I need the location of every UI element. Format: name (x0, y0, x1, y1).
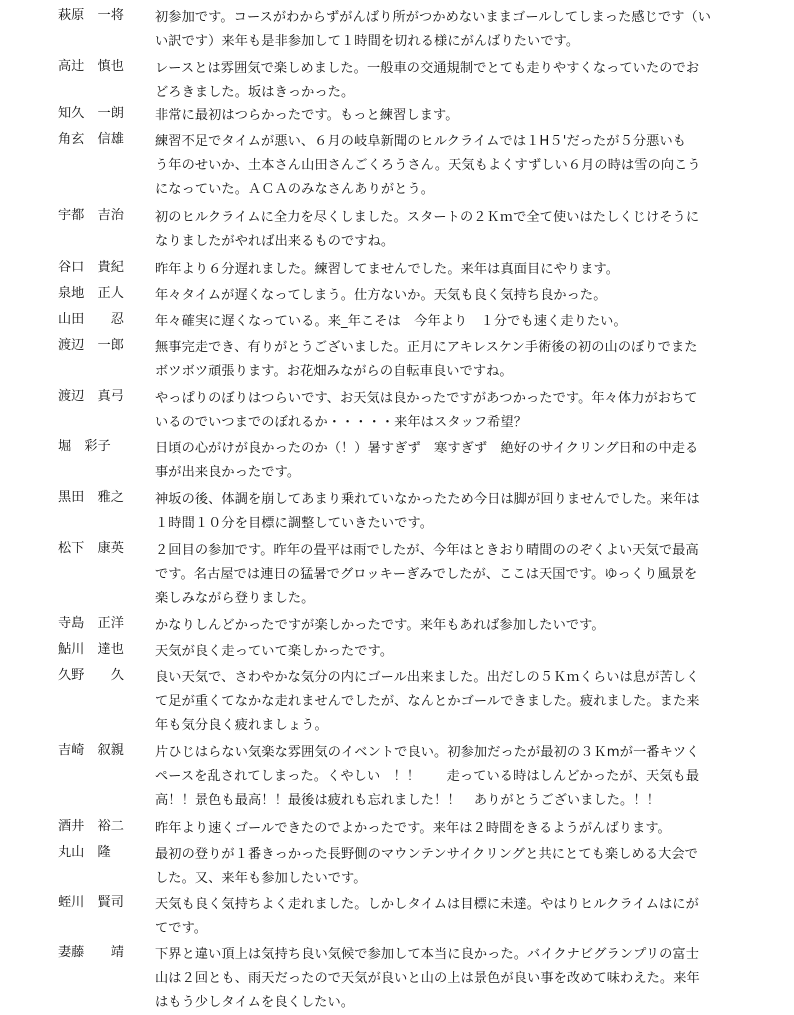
participant-name: 渡辺 一郎 (58, 338, 124, 353)
participant-comment (155, 6, 769, 54)
participant-comment (155, 284, 769, 308)
participant-name: 寺島 正洋 (58, 616, 124, 631)
participant-name: 宇都 吉治 (58, 208, 124, 223)
comment-line: になっていた。ＡＣＡのみなさんありがとう。 (155, 182, 435, 197)
comment-line: どろきました。坂はきっかった。 (155, 85, 355, 100)
participant-comment (155, 258, 769, 282)
comment-line: 日頃の心がけが良かったのか（！）暑すぎず 寒すぎず 絶好のサイクリング日和の中走る (155, 441, 699, 456)
comment-line: てです。 (155, 921, 208, 936)
comment-line: 昨年より６分遅れました。練習してませんでした。来年は真面目にやります。 (155, 262, 620, 277)
participant-comment (155, 387, 769, 435)
comment-line: 非常に最初はつらかったです。もっと練習します。 (155, 108, 459, 123)
comment-line: 神坂の後、体調を崩してあまり乗れていなかったため今日は脚が回りませんでした。来年は (155, 492, 700, 507)
comment-line: ２回目の参加です。昨年の畳平は雨でしたが、今年はときおり晴間ののぞくよい天気で最高 (155, 543, 699, 558)
participant-name: 吉崎 叙親 (58, 743, 124, 758)
participant-name: 谷口 貴紀 (58, 260, 124, 275)
participant-comment (155, 57, 769, 105)
comment-line: う年のせいか、土本さん山田さんごくろうさん。天気もよくすずしい６月の時は雪の向こう (155, 158, 701, 173)
participant-comment (155, 336, 769, 384)
comment-line: です。名古屋では連日の猛暑でグロッキーぎみでしたが、ここは天国です。ゆっくり風景を (155, 567, 698, 582)
comment-line: 片ひじはらない気楽な雰囲気のイベントで良い。初参加だったが最初の３Ｋmが一番キツく (155, 745, 700, 760)
participant-comment (155, 741, 769, 813)
comment-line: ボツボツ頑張ります。お花畑みながらの自転車良いですね。 (155, 364, 513, 379)
comment-line: 山は２回とも、雨天だったので天気が良いと山の上は景色が良い事を改めて味わえた。来年 (155, 971, 700, 986)
participant-name: 堀 彩子 (58, 439, 111, 454)
comment-line: した。又、来年も参加したいです。 (155, 871, 367, 886)
participant-comment (155, 666, 769, 738)
participant-name: 酒井 裕二 (58, 819, 124, 834)
participant-comment (155, 817, 769, 841)
comment-line: 年々タイムが遅くなってしまう。仕方ないか。天気も良く気持ち良かった。 (155, 288, 607, 303)
participant-name: 角玄 信雄 (58, 132, 124, 147)
comment-line: 天気も良く気持ちよく走れました。しかしタイムは目標に未達。やはりヒルクライムはにが (155, 897, 699, 912)
comment-line: 高！！景色も最高！！最後は疲れも忘れました！！ ありがとうございました。！！ (155, 793, 660, 808)
comment-line: かなりしんどかったですが楽しかったです。来年もあれば参加したいです。 (155, 618, 605, 633)
participant-comment (155, 206, 769, 254)
participant-comment (155, 843, 769, 891)
participant-name: 妻藤 靖 (58, 945, 124, 960)
comment-line: ペースを乱されてしまった。くやしい ！！ 走っている時はしんどかったが、天気も最 (155, 769, 700, 784)
participant-comment (155, 488, 769, 536)
participant-name: 松下 康英 (58, 541, 124, 556)
participant-comment (155, 640, 769, 664)
comment-line: 初のヒルクライムに全力を尽くしました。スタートの２Ｋｍで全て使いはたしくじけそうに (155, 210, 700, 225)
comment-line: いるのでいつまでのぼれるか・・・・・来年はスタッフ希望？ (155, 415, 528, 430)
participant-name: 黒田 雅之 (58, 490, 124, 505)
comment-line: 天気が良く走っていて楽しかったです。 (155, 644, 394, 659)
comment-line: 練習不足でタイムが悪い、６月の岐阜新聞のヒルクライムでは１H５'だったが５分悪いも (155, 134, 687, 149)
comment-line: て足が重くてなかな走れませんでしたが、なんとかゴールできました。疲れました。また来 (155, 694, 700, 709)
comment-line: レースとは雰囲気で楽しめました。一般車の交通規制でとても走りやすくなっていたのでお (155, 61, 700, 76)
comment-line: 無事完走でき、有りがとうございました。正月にアキレスケン手術後の初の山のぼりでまた (155, 340, 698, 355)
comment-line: 最初の登りが１番きっかった長野側のマウンテンサイクリングと共にとても楽しめる大会で (155, 847, 698, 862)
comment-line: 楽しみながら登りました。 (155, 591, 315, 606)
participant-name: 鮎川 達也 (58, 642, 124, 657)
participant-comment (155, 437, 769, 485)
comment-line: 下界と違い頂上は気持ち良い気候で参加して本当に良かった。バイクナビグランプリの富士 (155, 947, 699, 962)
comment-line: はもう少しタイムを良くしたい。 (155, 995, 355, 1010)
comment-line: 年々確実に遅くなっている。来_年こそは 今年より １分でも速く走りたい。 (155, 314, 627, 329)
participant-comment (155, 310, 769, 334)
participant-comment (155, 893, 769, 941)
participant-name: 蛭川 賢司 (58, 895, 124, 910)
participant-comment (155, 614, 769, 638)
participant-comment (155, 130, 769, 202)
comment-line: い訳です）来年も是非参加して１時間を切れる様にがんばりたいです。 (155, 34, 580, 49)
comment-line: 初参加です。コースがわからずがんばり所がつかめないままゴールしてしまった感じです（い (155, 10, 712, 25)
participant-name: 知久 一朗 (58, 106, 124, 121)
participant-comment (155, 104, 769, 128)
participant-name: 高辻 慎也 (58, 59, 124, 74)
comment-line: 事が出来良かったです。 (155, 465, 301, 480)
participant-name: 山田 忍 (58, 312, 124, 327)
comment-line: やっぱりのぼりはつらいです、お天気は良かったですがあつかったです。年々体力がおちて (155, 391, 698, 406)
participant-name: 萩原 一将 (58, 8, 124, 23)
participant-name: 久野 久 (58, 668, 124, 683)
participant-comment (155, 539, 769, 611)
comment-line: 年も気分良く疲れましょう。 (155, 718, 328, 733)
participant-name: 渡辺 真弓 (58, 389, 124, 404)
comment-line: なりましたがやれば出来るものですね。 (155, 234, 395, 249)
participant-name: 丸山 隆 (58, 845, 111, 860)
comment-line: １時間１０分を目標に調整していきたいです。 (155, 516, 433, 531)
comment-line: 良い天気で、さわやかな気分の内にゴール出来ました。出だしの５Ｋｍくらいは息が苦しく (155, 670, 700, 685)
participant-name: 泉地 正人 (58, 286, 124, 301)
participant-comment (155, 943, 769, 1015)
comment-line: 昨年より速くゴールできたのでよかったです。来年は２時間をきるようがんばります。 (155, 821, 671, 836)
